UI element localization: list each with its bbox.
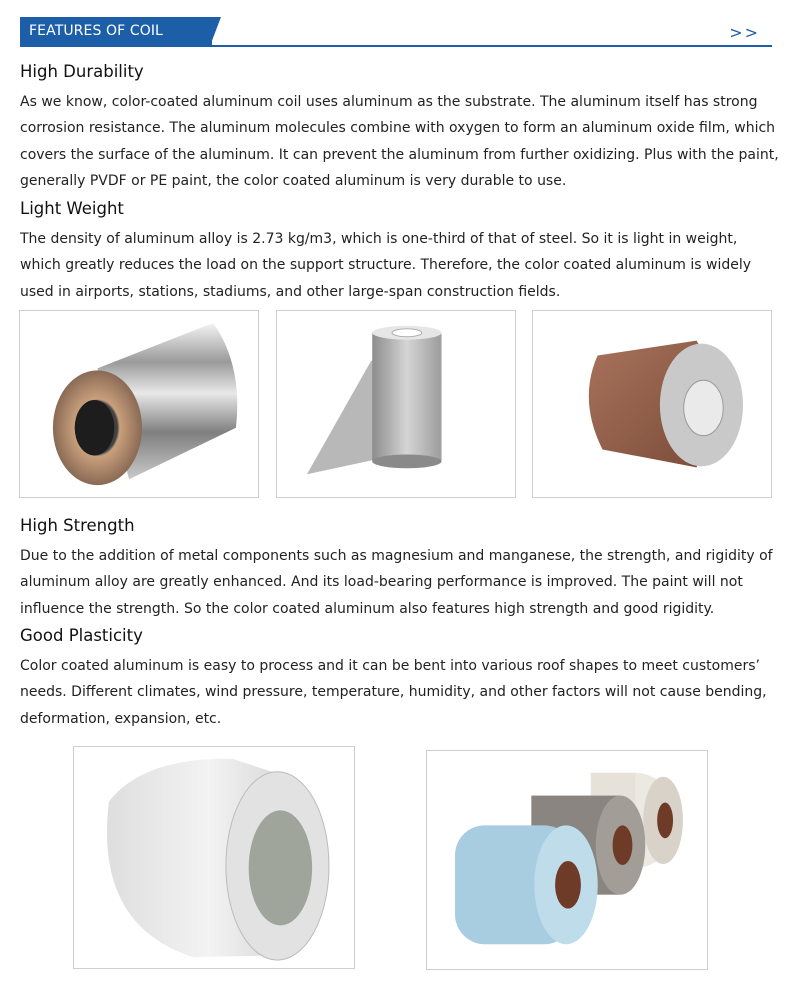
foil-roll-image — [277, 311, 515, 497]
color-coils-image — [427, 751, 707, 969]
photo-color-coils — [426, 750, 708, 970]
photo-white-coil — [73, 746, 355, 969]
strength-text: Due to the addition of metal components such as magnesium and manganese, the strength, and rigidity of aluminum alloy are greatly enhanced. And its load-bearing performance is improved. The paint will not influence the strength. So the color coated aluminum also features high strength and good rigidity. — [20, 548, 773, 617]
strength-heading: High Strength — [20, 516, 135, 535]
section-header — [20, 17, 772, 48]
photo-foil-roll — [276, 310, 516, 498]
plasticity-text: Color coated aluminum is easy to process and it can be bent into various roof shapes to meet customers’ needs. Different climates, wind pressure, temperature, humidity, and other factors will not cause bending, deformation, expansion, etc. — [20, 658, 767, 727]
header-tab-slant — [210, 17, 221, 46]
photo-silver-coil — [19, 310, 259, 498]
more-link[interactable]: >> — [729, 23, 760, 42]
header-title: FEATURES OF COIL — [20, 17, 212, 46]
weight-heading: Light Weight — [20, 199, 124, 218]
photo-brown-coil — [532, 310, 772, 498]
header-divider — [20, 45, 772, 47]
brown-coil-image — [533, 311, 771, 497]
weight-text: The density of aluminum alloy is 2.73 kg/m3, which is one-third of that of steel. So it is light in weight, which greatly reduces the load on the support structure. Therefore, the color coated aluminum is widely used in airports, stations, stadiums, and other large-span construction fields. — [20, 231, 752, 300]
plasticity-heading: Good Plasticity — [20, 626, 143, 645]
durability-heading: High Durability — [20, 62, 144, 81]
white-coil-image — [74, 747, 354, 968]
durability-text: As we know, color-coated aluminum coil uses aluminum as the substrate. The aluminum itself has strong corrosion resistance. The aluminum molecules combine with oxygen to form an aluminum oxide film, which covers the surface of the aluminum. It can prevent the aluminum from further oxidizing. Plus with the paint, generally PVDF or PE paint, the color coated aluminum is very durable to use. — [20, 94, 779, 189]
silver-coil-image — [20, 311, 258, 497]
